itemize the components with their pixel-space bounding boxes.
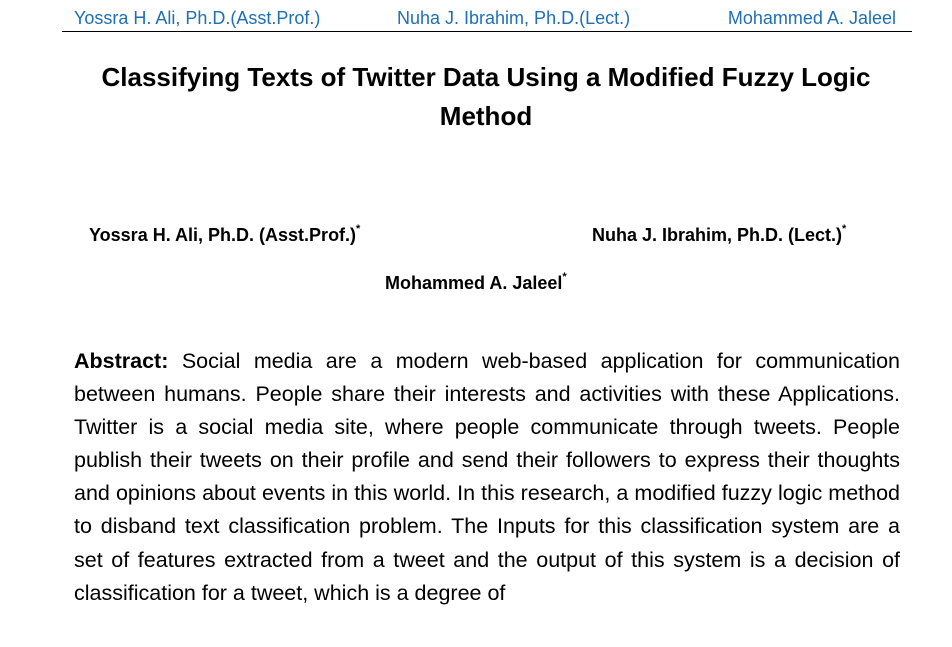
author-1: [89, 225, 360, 246]
paper-title: Classifying Texts of Twitter Data Using a Modified Fuzzy Logic Method: [101, 62, 871, 131]
abstract-label: Abstract:: [74, 349, 169, 373]
author-3-name: Mohammed A. Jaleel: [385, 273, 563, 293]
author-1-mark: *: [356, 223, 361, 235]
abstract-text: Social media are a modern web-based application for communication between humans. People share their interests and activities with these Applications. Twitter is a social media site, where people communicate through tweets. People publish their tweets on their profile and send their followers to express their thoughts and opinions about events in this world. In this research, a modified fuzzy logic method to disband text classification problem. The Inputs for this classification system are a set of features extracted from a tweet and the output of this system is a decision of classification for a tweet, which is a degree of: [74, 349, 900, 605]
author-3-mark: *: [562, 271, 567, 283]
running-header-author-3: Mohammed A. Jaleel: [727, 8, 896, 28]
running-header-author-2: Nuha J. Ibrahim, Ph.D.(Lect.): [397, 8, 631, 28]
author-2: [592, 225, 846, 246]
author-2-mark: *: [842, 223, 847, 235]
author-1-name: Yossra H. Ali, Ph.D. (Asst.Prof.): [89, 225, 357, 245]
running-header: [62, 6, 912, 32]
abstract-paragraph: [74, 345, 900, 610]
author-3: [385, 273, 567, 294]
author-2-name: Nuha J. Ibrahim, Ph.D. (Lect.): [592, 225, 843, 245]
running-header-author-1: Yossra H. Ali, Ph.D.(Asst.Prof.): [74, 8, 321, 28]
